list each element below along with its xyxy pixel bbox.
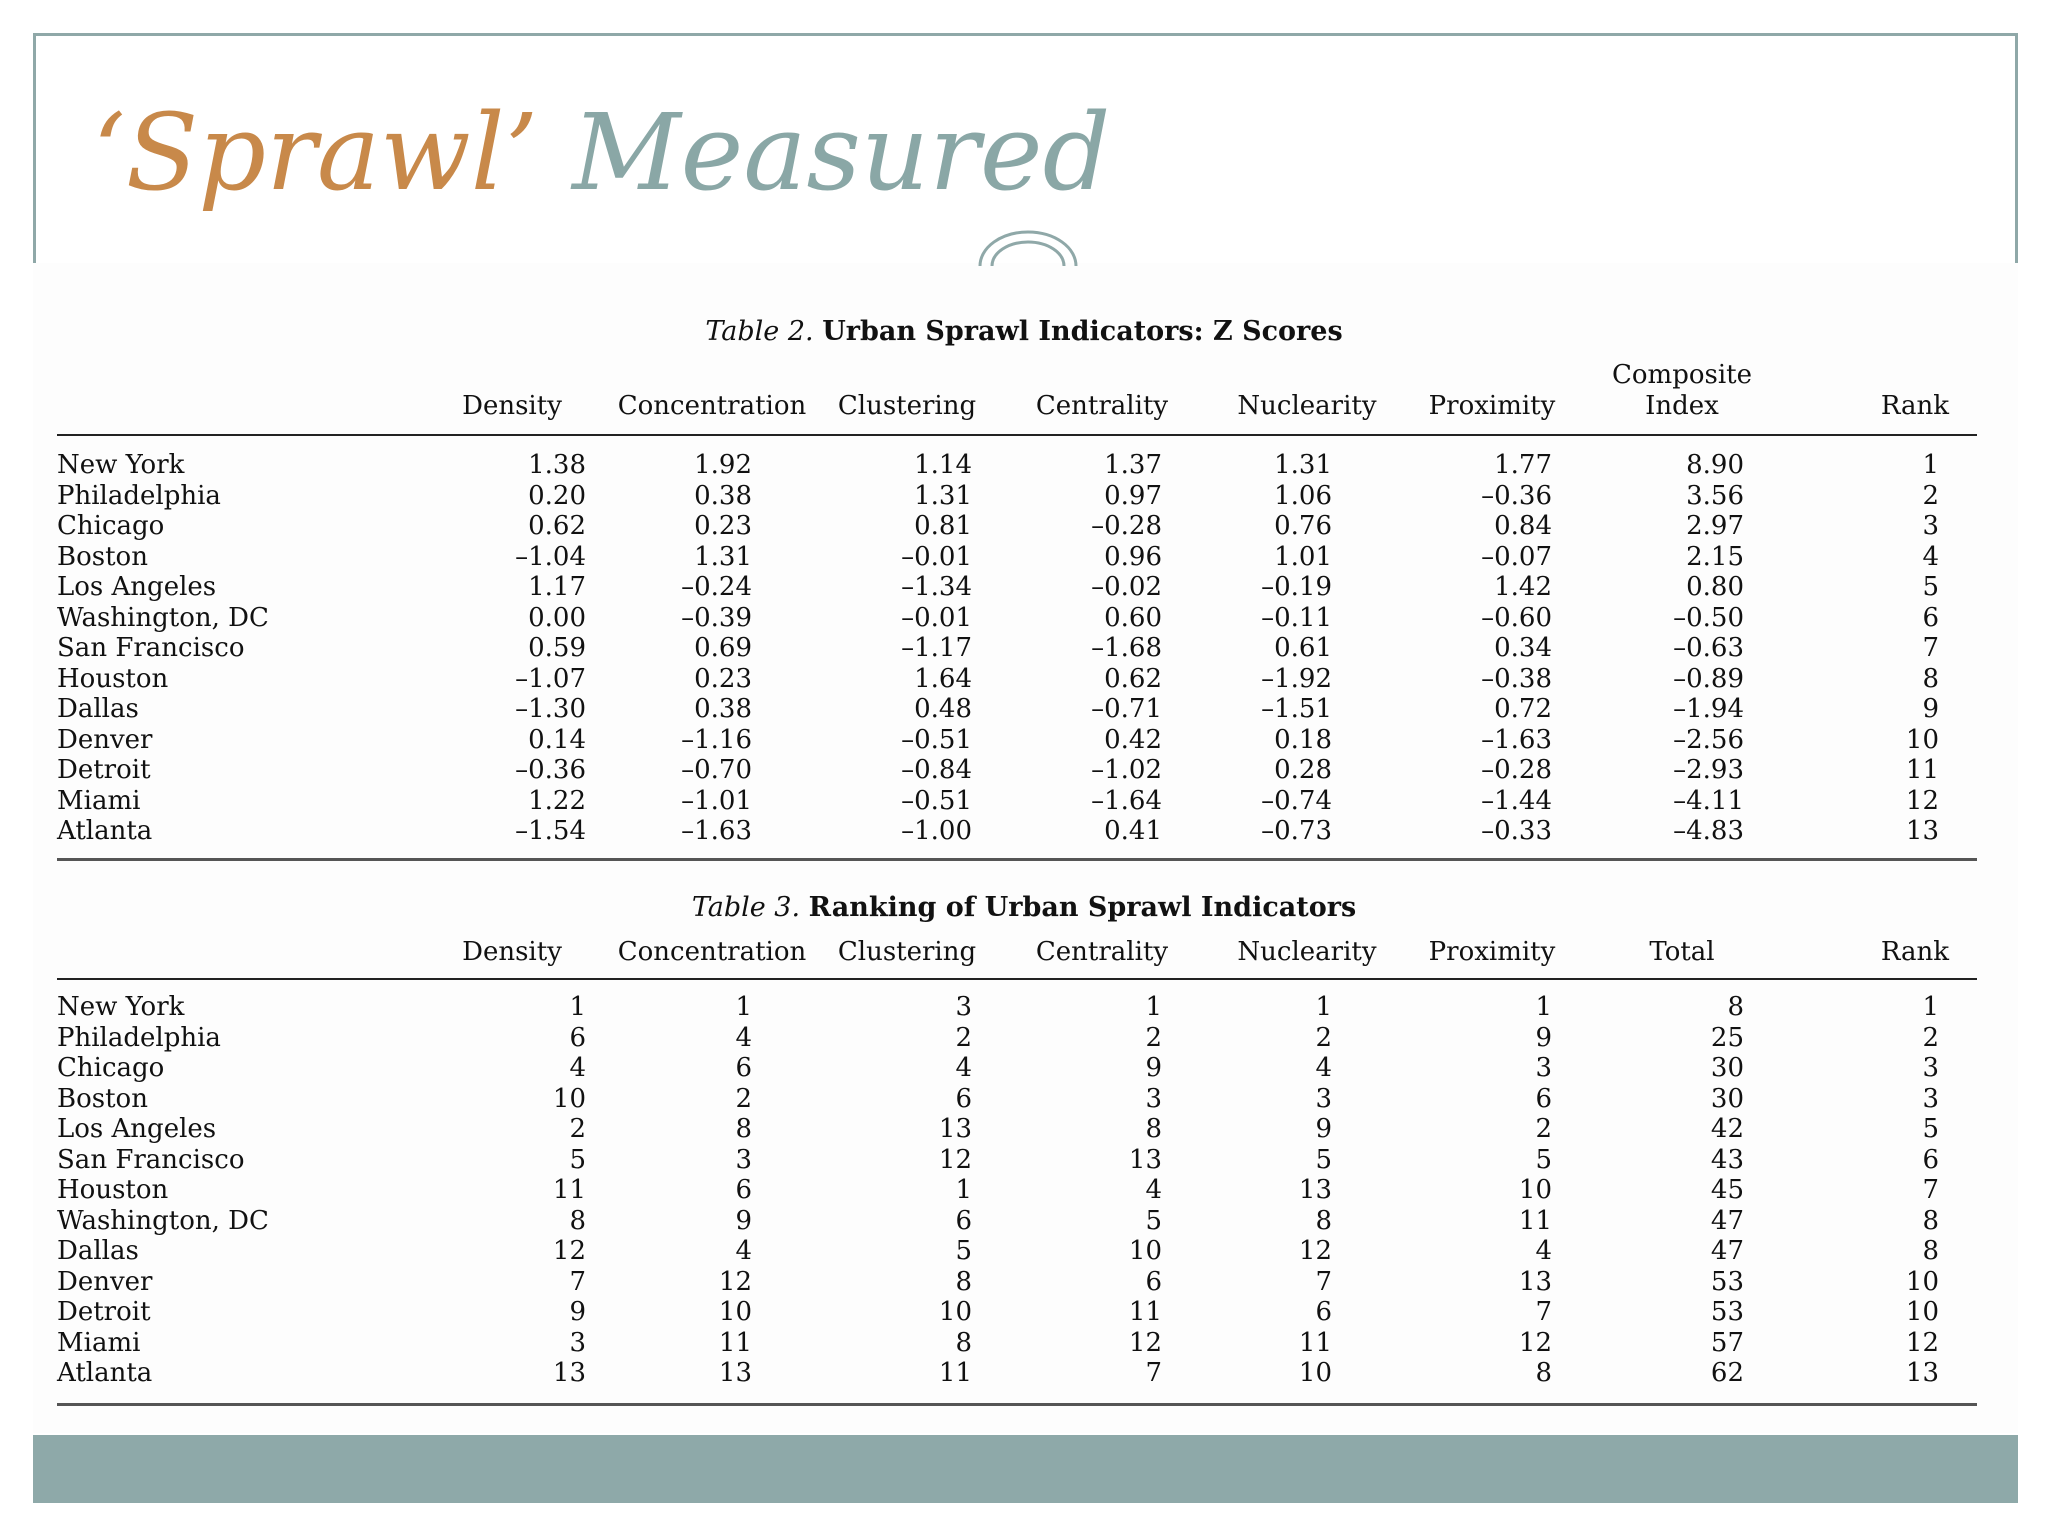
table3-value-cell: 1: [1535, 992, 1552, 1022]
table2-value-cell: –0.07: [1481, 541, 1552, 572]
table2-value-cell: –2.56: [1673, 724, 1744, 755]
table2-value-cell: 3: [1922, 511, 1939, 541]
table2-row: [57, 450, 1977, 481]
table3-value-cell: 7: [1922, 1175, 1939, 1205]
table2-value-cell: 0.28: [1274, 755, 1332, 785]
table2-value-cell: –1.63: [1481, 724, 1552, 755]
slide-title: [92, 91, 1111, 214]
table2-value-cell: –0.28: [1481, 755, 1552, 785]
table3-value-cell: 3: [1535, 1053, 1552, 1083]
table2-row: [57, 542, 1977, 573]
table2-value-cell: 1.17: [528, 572, 586, 602]
table3-city-cell: Denver: [57, 1266, 153, 1297]
table2-value-cell: –0.63: [1673, 633, 1744, 663]
table2-value-cell: –1.44: [1481, 785, 1552, 816]
table2-value-cell: –0.38: [1481, 663, 1552, 694]
table3-value-cell: 12: [1298, 1236, 1332, 1266]
table3-value-cell: 47: [1710, 1205, 1744, 1236]
table2-value-cell: –1.02: [1091, 755, 1162, 785]
table2-value-cell: 5: [1922, 572, 1939, 602]
table3-value-cell: 1: [569, 992, 586, 1022]
table2-header-3: Clustering: [837, 391, 977, 421]
table2-value-cell: –0.73: [1261, 816, 1332, 846]
table3-value-cell: 11: [552, 1175, 586, 1205]
table3-value-cell: 9: [1145, 1053, 1162, 1083]
table3-header-row: [57, 934, 1977, 968]
table2-value-cell: 0.59: [528, 633, 586, 663]
table3-city-cell: Boston: [57, 1083, 148, 1114]
table3-value-cell: 12: [1128, 1327, 1162, 1358]
table2-value-cell: 1.38: [528, 450, 586, 480]
table3-value-cell: 13: [1518, 1266, 1552, 1297]
table2-row: [57, 755, 1977, 786]
table2-header-2: Concentration: [617, 391, 807, 421]
table2-value-cell: –0.01: [901, 602, 972, 633]
table3-value-cell: 3: [1145, 1083, 1162, 1114]
table3-city-cell: New York: [57, 992, 185, 1022]
table3-row: [57, 1267, 1977, 1298]
table3-value-cell: 5: [569, 1144, 586, 1175]
table2-value-cell: –0.01: [901, 541, 972, 572]
table2-value-cell: –0.51: [901, 785, 972, 816]
table3-value-cell: 4: [955, 1053, 972, 1083]
table3-value-cell: 6: [735, 1053, 752, 1083]
table3-value-cell: 2: [955, 1022, 972, 1053]
table2-value-cell: 10: [1905, 724, 1939, 755]
table3-value-cell: 53: [1710, 1266, 1744, 1297]
table2-header-7: Composite Index: [1612, 360, 1752, 421]
table2-value-cell: –4.83: [1673, 816, 1744, 846]
table2-value-cell: 1: [1922, 450, 1939, 480]
table2-value-cell: 8: [1922, 663, 1939, 694]
slide-frame-left: [33, 33, 36, 265]
table3-value-cell: 11: [1518, 1205, 1552, 1236]
table2-value-cell: –0.19: [1261, 572, 1332, 602]
table2-value-cell: –0.24: [681, 572, 752, 602]
table3-value-cell: 7: [569, 1266, 586, 1297]
table2-caption-label: Table 2.: [705, 316, 814, 347]
table2-value-cell: 2: [1922, 480, 1939, 511]
table3-value-cell: 30: [1710, 1083, 1744, 1114]
table2-value-cell: –1.68: [1091, 633, 1162, 663]
table3-value-cell: 9: [1315, 1114, 1332, 1144]
table3-value-cell: 13: [1128, 1144, 1162, 1175]
table2-value-cell: –0.02: [1091, 572, 1162, 602]
table2-value-cell: –0.84: [901, 755, 972, 785]
table2-value-cell: 13: [1905, 816, 1939, 846]
table3-value-cell: 5: [1315, 1144, 1332, 1175]
table2-value-cell: 0.84: [1494, 511, 1552, 541]
table3-row: [57, 1175, 1977, 1206]
table2-value-cell: 1.01: [1274, 541, 1332, 572]
table3-value-cell: 6: [1922, 1144, 1939, 1175]
table2-value-cell: –1.92: [1261, 663, 1332, 694]
table2-value-cell: –2.93: [1673, 755, 1744, 785]
table3-value-cell: 12: [938, 1144, 972, 1175]
table3-value-cell: 12: [552, 1236, 586, 1266]
table3-header-2: Concentration: [617, 937, 807, 967]
table2-value-cell: –1.00: [901, 816, 972, 846]
table2-value-cell: –1.51: [1261, 694, 1332, 724]
table3-value-cell: 8: [955, 1327, 972, 1358]
table3-row: [57, 1236, 1977, 1267]
table2-value-cell: 1.22: [528, 785, 586, 816]
table2-value-cell: 0.80: [1686, 572, 1744, 602]
table2-value-cell: 0.38: [694, 480, 752, 511]
table2-city-cell: San Francisco: [57, 633, 245, 663]
table3-value-cell: 6: [955, 1205, 972, 1236]
table2-value-cell: –1.17: [901, 633, 972, 663]
table3-caption-label: Table 3.: [691, 892, 801, 923]
table2-row: [57, 511, 1977, 542]
table3-value-cell: 6: [955, 1083, 972, 1114]
table2-value-cell: –1.16: [681, 724, 752, 755]
table2-city-cell: Chicago: [57, 511, 165, 541]
table3-value-cell: 47: [1710, 1236, 1744, 1266]
table2-value-cell: 1.14: [914, 450, 972, 480]
table3-value-cell: 2: [1315, 1022, 1332, 1053]
table2-header-4: Centrality: [1035, 391, 1169, 421]
table3-value-cell: 2: [569, 1114, 586, 1144]
table3-row: [57, 1023, 1977, 1054]
table3-value-cell: 4: [735, 1022, 752, 1053]
table3-value-cell: 2: [1145, 1022, 1162, 1053]
table2-value-cell: 0.41: [1104, 816, 1162, 846]
table2-row: [57, 481, 1977, 512]
table2-value-cell: –1.04: [515, 541, 586, 572]
table2-city-cell: Houston: [57, 663, 169, 694]
table2-value-cell: 8.90: [1686, 450, 1744, 480]
table3-value-cell: 10: [1905, 1297, 1939, 1327]
table2-value-cell: –0.36: [515, 755, 586, 785]
table3-bottom-rule: [57, 1403, 1977, 1406]
table2-value-cell: 0.81: [914, 511, 972, 541]
table2-header-row: [57, 356, 1977, 422]
table3-value-cell: 6: [569, 1022, 586, 1053]
table3-value-cell: 13: [1905, 1358, 1939, 1388]
table2-value-cell: 11: [1905, 755, 1939, 785]
table2-caption-title: Urban Sprawl Indicators: Z Scores: [822, 316, 1343, 347]
table2-value-cell: 0.34: [1494, 633, 1552, 663]
table3-row: [57, 1145, 1977, 1176]
table3-value-cell: 3: [1922, 1053, 1939, 1083]
table3-value-cell: 13: [1298, 1175, 1332, 1205]
table2-value-cell: 1.42: [1494, 572, 1552, 602]
table2-row: [57, 603, 1977, 634]
table3-value-cell: 53: [1710, 1297, 1744, 1327]
table3-value-cell: 4: [1535, 1236, 1552, 1266]
table2-value-cell: –1.34: [901, 572, 972, 602]
table3-value-cell: 12: [1905, 1327, 1939, 1358]
table3-value-cell: 3: [1315, 1083, 1332, 1114]
table2-caption: [0, 316, 2048, 347]
table2-value-cell: –0.28: [1091, 511, 1162, 541]
table3-city-cell: Chicago: [57, 1053, 165, 1083]
table2-value-cell: 7: [1922, 633, 1939, 663]
table3-city-cell: Dallas: [57, 1236, 139, 1266]
table2-value-cell: –0.89: [1673, 663, 1744, 694]
table3-value-cell: 1: [1145, 992, 1162, 1022]
table3-value-cell: 3: [1922, 1083, 1939, 1114]
table3-row: [57, 1206, 1977, 1237]
table3-header-7: Total: [1649, 937, 1715, 967]
table2-value-cell: 0.38: [694, 694, 752, 724]
table2-value-cell: –1.94: [1673, 694, 1744, 724]
table3-value-cell: 4: [569, 1053, 586, 1083]
table3-city-cell: Miami: [57, 1327, 141, 1358]
table3-value-cell: 4: [1145, 1175, 1162, 1205]
table3-value-cell: 3: [569, 1327, 586, 1358]
table3-city-cell: Atlanta: [57, 1358, 153, 1388]
table2-value-cell: –0.71: [1091, 694, 1162, 724]
table3-value-cell: 13: [718, 1358, 752, 1388]
table3-value-cell: 1: [1315, 992, 1332, 1022]
table2-header-5: Nuclearity: [1237, 391, 1377, 421]
table2-city-cell: Washington, DC: [57, 602, 269, 633]
table3-value-cell: 7: [1315, 1266, 1332, 1297]
table3-row: [57, 1053, 1977, 1084]
table3-value-cell: 10: [938, 1297, 972, 1327]
table2-value-cell: –1.07: [515, 663, 586, 694]
table3-value-cell: 11: [718, 1327, 752, 1358]
table2-value-cell: 0.23: [694, 511, 752, 541]
table3-value-cell: 8: [735, 1114, 752, 1144]
table2-value-cell: –1.30: [515, 694, 586, 724]
table2-value-cell: –0.74: [1261, 785, 1332, 816]
table2-value-cell: –0.11: [1261, 602, 1332, 633]
table2-value-cell: 1.37: [1104, 450, 1162, 480]
table3-city-cell: Los Angeles: [57, 1114, 217, 1144]
table2-value-cell: 0.00: [528, 602, 586, 633]
table3-city-cell: Washington, DC: [57, 1205, 269, 1236]
table3-value-cell: 4: [735, 1236, 752, 1266]
table3-value-cell: 8: [1145, 1114, 1162, 1144]
table3-value-cell: 6: [1315, 1297, 1332, 1327]
table3-value-cell: 10: [1128, 1236, 1162, 1266]
table3-value-cell: 8: [1922, 1236, 1939, 1266]
table2-value-cell: 9: [1922, 694, 1939, 724]
table3-value-cell: 62: [1710, 1358, 1744, 1388]
slide-footer-bar: [33, 1435, 2018, 1503]
table3-value-cell: 5: [1922, 1114, 1939, 1144]
table3-value-cell: 57: [1710, 1327, 1744, 1358]
table2-value-cell: –1.54: [515, 816, 586, 846]
table2-value-cell: –1.01: [681, 785, 752, 816]
table3-value-cell: 13: [552, 1358, 586, 1388]
table2-header-rule: [57, 434, 1977, 436]
table2-row: [57, 694, 1977, 725]
table2-value-cell: 0.62: [528, 511, 586, 541]
table3-value-cell: 5: [1145, 1205, 1162, 1236]
table2-city-cell: New York: [57, 450, 185, 480]
table2-value-cell: 1.92: [694, 450, 752, 480]
table2-value-cell: 0.42: [1104, 724, 1162, 755]
table3-value-cell: 9: [735, 1205, 752, 1236]
table3-value-cell: 1: [1922, 992, 1939, 1022]
table2-city-cell: Miami: [57, 785, 141, 816]
table2-value-cell: 0.48: [914, 694, 972, 724]
table2-value-cell: 0.60: [1104, 602, 1162, 633]
table3-value-cell: 12: [1518, 1327, 1552, 1358]
table3-value-cell: 9: [569, 1297, 586, 1327]
table3-row: [57, 1297, 1977, 1328]
table3-header-rule: [57, 978, 1977, 980]
table2-value-cell: 4: [1922, 541, 1939, 572]
table3-value-cell: 11: [938, 1358, 972, 1388]
table2-value-cell: 0.14: [528, 724, 586, 755]
table2-city-cell: Denver: [57, 724, 153, 755]
table3-value-cell: 8: [1922, 1205, 1939, 1236]
table3-value-cell: 3: [735, 1144, 752, 1175]
table3-row: [57, 992, 1977, 1023]
arch-ornament-icon: [978, 230, 1078, 266]
table3-header-6: Proximity: [1428, 937, 1556, 967]
table2-value-cell: 6: [1922, 602, 1939, 633]
table2-value-cell: –1.63: [681, 816, 752, 846]
table2-value-cell: 0.20: [528, 480, 586, 511]
table3-value-cell: 8: [569, 1205, 586, 1236]
table3-value-cell: 43: [1710, 1144, 1744, 1175]
table3-value-cell: 9: [1535, 1022, 1552, 1053]
table3-value-cell: 30: [1710, 1053, 1744, 1083]
table2-value-cell: 1.31: [694, 541, 752, 572]
table3-header-3: Clustering: [837, 937, 977, 967]
table2-value-cell: –0.50: [1673, 602, 1744, 633]
table2-value-cell: 1.31: [914, 480, 972, 511]
table2-value-cell: –0.60: [1481, 602, 1552, 633]
table2-value-cell: 12: [1905, 785, 1939, 816]
table2-city-cell: Boston: [57, 541, 148, 572]
table3-city-cell: San Francisco: [57, 1144, 245, 1175]
table2-city-cell: Philadelphia: [57, 480, 221, 511]
table2-row: [57, 664, 1977, 695]
table3-value-cell: 13: [938, 1114, 972, 1144]
table2-value-cell: 0.96: [1104, 541, 1162, 572]
table2-value-cell: 1.77: [1494, 450, 1552, 480]
table3-value-cell: 10: [1298, 1358, 1332, 1388]
table3-value-cell: 42: [1710, 1114, 1744, 1144]
table2-value-cell: –0.36: [1481, 480, 1552, 511]
table3-caption: [0, 892, 2048, 923]
table3-value-cell: 1: [735, 992, 752, 1022]
table2-value-cell: –0.33: [1481, 816, 1552, 846]
table3-value-cell: 8: [1727, 992, 1744, 1022]
slide-frame-right: [2015, 33, 2018, 285]
table2-value-cell: 2.15: [1686, 541, 1744, 572]
table3-value-cell: 6: [1535, 1083, 1552, 1114]
table3-value-cell: 10: [1905, 1266, 1939, 1297]
table2-value-cell: 1.31: [1274, 450, 1332, 480]
slide-title-part2: Measured: [572, 91, 1111, 214]
table3-city-cell: Philadelphia: [57, 1022, 221, 1053]
table3-value-cell: 5: [955, 1236, 972, 1266]
table3-value-cell: 3: [955, 992, 972, 1022]
table3-value-cell: 10: [718, 1297, 752, 1327]
table3-value-cell: 6: [735, 1175, 752, 1205]
table3-value-cell: 6: [1145, 1266, 1162, 1297]
table3-header-5: Nuclearity: [1237, 937, 1377, 967]
table3-row: [57, 1084, 1977, 1115]
table3-caption-title: Ranking of Urban Sprawl Indicators: [808, 892, 1357, 923]
table2-value-cell: 1.06: [1274, 480, 1332, 511]
table2-value-cell: 0.62: [1104, 663, 1162, 694]
table2-value-cell: 0.76: [1274, 511, 1332, 541]
table2-bottom-rule: [57, 858, 1977, 861]
table3-header-8: Rank: [1880, 937, 1949, 967]
table3-value-cell: 2: [1535, 1114, 1552, 1144]
table3-city-cell: Houston: [57, 1175, 169, 1205]
table3-value-cell: 11: [1128, 1297, 1162, 1327]
table2-value-cell: 0.61: [1274, 633, 1332, 663]
table3-value-cell: 25: [1710, 1022, 1744, 1053]
table3-row: [57, 1114, 1977, 1145]
table2-row: [57, 633, 1977, 664]
table3-value-cell: 5: [1535, 1144, 1552, 1175]
table3-value-cell: 2: [1922, 1022, 1939, 1053]
table3-value-cell: 8: [955, 1266, 972, 1297]
table2-city-cell: Dallas: [57, 694, 139, 724]
table3-value-cell: 7: [1145, 1358, 1162, 1388]
table2-value-cell: 0.18: [1274, 724, 1332, 755]
table2-row: [57, 816, 1977, 847]
table3-value-cell: 1: [955, 1175, 972, 1205]
table3-body: [0, 992, 1939, 1389]
table2-value-cell: 1.64: [914, 663, 972, 694]
table3-header-1: Density: [462, 937, 562, 967]
table2-value-cell: 0.69: [694, 633, 752, 663]
table2-row: [57, 572, 1977, 603]
table3-value-cell: 45: [1710, 1175, 1744, 1205]
slide-title-part1: ‘Sprawl’: [92, 91, 539, 214]
table2-header-8: Rank: [1880, 391, 1949, 421]
table2-value-cell: –1.64: [1091, 785, 1162, 816]
table3-value-cell: 8: [1315, 1205, 1332, 1236]
table3-value-cell: 8: [1535, 1358, 1552, 1388]
table2-value-cell: 2.97: [1686, 511, 1744, 541]
slide-frame-top: [33, 33, 2018, 36]
table2-header-6: Proximity: [1428, 391, 1556, 421]
table3-value-cell: 10: [1518, 1175, 1552, 1205]
table3-value-cell: 2: [735, 1083, 752, 1114]
table2-value-cell: –0.51: [901, 724, 972, 755]
table2-value-cell: 0.23: [694, 663, 752, 694]
table2-value-cell: 0.72: [1494, 694, 1552, 724]
table3-value-cell: 12: [718, 1266, 752, 1297]
table2-value-cell: –4.11: [1673, 785, 1744, 816]
table3-city-cell: Detroit: [57, 1297, 151, 1327]
table2-value-cell: 0.97: [1104, 480, 1162, 511]
table2-city-cell: Atlanta: [57, 816, 153, 846]
table3-value-cell: 7: [1535, 1297, 1552, 1327]
table2-value-cell: –0.39: [681, 602, 752, 633]
table2-row: [57, 725, 1977, 756]
table2-city-cell: Los Angeles: [57, 572, 217, 602]
table2-value-cell: 3.56: [1686, 480, 1744, 511]
table2-body: [0, 450, 1939, 847]
table3-row: [57, 1358, 1977, 1389]
table3-header-4: Centrality: [1035, 937, 1169, 967]
table3-row: [57, 1328, 1977, 1359]
table2-value-cell: –0.70: [681, 755, 752, 785]
table2-header-1: Density: [462, 391, 562, 421]
table3-value-cell: 11: [1298, 1327, 1332, 1358]
table3-value-cell: 4: [1315, 1053, 1332, 1083]
table2-row: [57, 786, 1977, 817]
table3-value-cell: 10: [552, 1083, 586, 1114]
table2-city-cell: Detroit: [57, 755, 151, 785]
